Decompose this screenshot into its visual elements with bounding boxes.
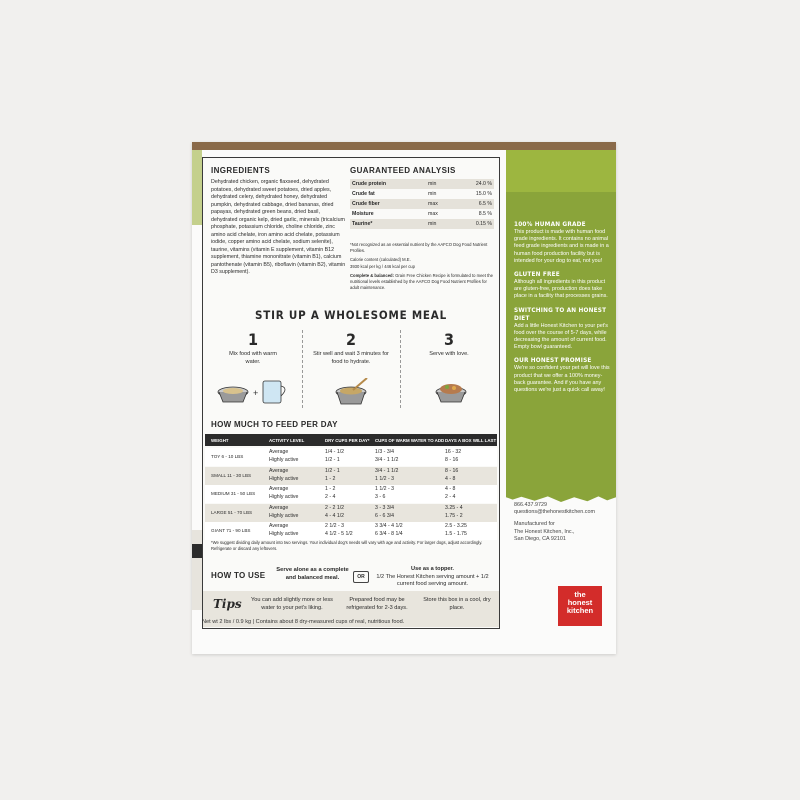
tip-item: Store this box in a cool, dry place. [423,597,491,611]
water-cell: 3/4 - 1 1/2 [375,467,399,474]
levels-cell: Highly active [269,475,299,482]
bowl-water-illustration [215,378,295,408]
brand-logo [558,586,602,626]
feature-title: GLUTEN FREE [514,270,560,279]
green-accent-left [192,150,202,225]
feature-title: OUR HONEST PROMISE [514,356,592,365]
levels-cell: Highly active [269,512,299,519]
step-2 [303,330,399,366]
city: San Diego, CA 92101 [514,535,566,542]
ingredients-text: Dehydrated chicken, organic flaxseed, dehydrated potatoes, dehydrated sweet potatoes, dried apples, dehydrated celery, dehydrated honey, dehydrated pumpkin, dehydrated cabbage, dried bananas, dried papayas, dehydrated green beans, dried basil, dehydrated organic kelp, dried garlic, minerals (tricalcium phosphate, potassium chloride, choline chloride, zinc amino acid chelate, iron amino acid chelate, potassium iodide, copper amino acid chelate, sodium selenite), taurine, vitamins (vitamin E supplement, vitamin B12 supplement, thiamine mononitrate (vitamin B1), calcium pantothenate (vitamin B5), riboflavin (vitamin B2), vitamin D3 supplement). [211,179,346,275]
days-cell: 4 - 8 [445,475,456,482]
water-cell: 6 3/4 - 8 1/4 [375,531,403,537]
days-cell: 2 - 4 [445,494,456,500]
cups-cell: 2 - 4 [325,494,336,500]
ingredients-title: INGREDIENTS [211,166,271,175]
table-row: Taurine* min 0.15 % [352,221,492,227]
feed-row [205,522,497,540]
water-cell: 3 - 6 [375,494,386,500]
phone: 866.437.9729 [514,502,547,508]
step-text: Stir well and wait 3 minutes for food to hydrate. [313,351,389,365]
feed-row [205,467,497,485]
water-cell: 3/4 - 1 1/2 [375,457,399,463]
water-cell: 6 - 6 3/4 [375,512,395,519]
logo-text: the [574,590,586,599]
feature-human-grade [514,220,612,265]
column-header: WEIGHT [211,438,229,443]
net-weight: Net wt 2 lbs / 0.9 kg | Contains about 8 dry-measured cups of real, nutritious food. [202,619,405,625]
tips-title: Tips [213,597,242,611]
stir-title: STIR UP A WHOLESOME MEAL [254,308,448,322]
feature-panel [506,192,616,496]
how-to-use-option-b [370,566,495,589]
days-cell: 3.25 - 4 [445,504,463,511]
feed-title: HOW MUCH TO FEED PER DAY [211,420,338,429]
analysis-table [350,179,494,229]
analysis-note: Calorie content (calculated) M.E. [350,257,411,263]
feed-row [205,485,497,503]
table-row: Crude protein min 24.0 % [352,181,492,187]
tip-item: Prepared food may be refrigerated for 2-3 days. [346,597,408,611]
feature-text: This product is made with human food grade ingredients. It contains no animal feed grade ingredients and is made in a human food production facility but is intended for your dog to eat, not you! [514,229,609,264]
analysis-note: *Not recognized as an essential nutrient by the AAFCO Dog Food Nutrient Profiles. [350,242,488,254]
bowl-food-illustration [433,378,473,408]
step-text: Mix food with warm water. [229,351,277,365]
analysis-title: GUARANTEED ANALYSIS [350,166,456,175]
bowl-stir-illustration [333,378,373,410]
manufacturer-block [514,521,595,543]
water-cell: 3 3/4 - 4 1/2 [375,523,403,529]
step-1 [205,330,301,366]
contact-info [514,502,595,548]
cups-cell: 4 - 4 1/2 [325,512,345,519]
step-number: 2 [345,330,356,349]
contact-block [514,502,595,516]
levels-cell: Average [269,504,289,511]
column-header: DRY CUPS PER DAY* [325,438,370,443]
column-header: DAYS A BOX WILL LAST [445,438,497,443]
logo-text: kitchen [566,606,594,615]
email: questions@thehonestkitchen.com [514,509,595,516]
days-cell: 16 - 32 [445,449,462,455]
weight-cell: SMALL 11 - 30 LBS [211,472,252,478]
info-panel [202,157,500,629]
levels-cell: Average [269,523,289,529]
days-cell: 1.5 - 1.75 [445,531,467,537]
levels-cell: Highly active [269,494,299,500]
cups-cell: 2 1/2 - 3 [325,523,345,529]
feature-title: 100% HUMAN GRADE [514,220,586,228]
feature-text: Although all ingredients in this product are gluten-free, production does take place in a facility that processes grains. [514,279,608,300]
tip-item: You can add slightly more or less water to your pet's liking. [251,597,333,611]
feature-text: Add a little Honest Kitchen to your pet's food over the course of 5-7 days, while decreasing the amount of current food. Empty bowl guaranteed. [514,322,608,351]
cups-cell: 1/2 - 1 [325,457,340,463]
levels-cell: Average [269,486,289,492]
step-number: 3 [443,330,454,349]
cups-cell: 1/2 - 1 [325,467,340,474]
weight-cell: GIANT 71 - 90 LBS [211,528,251,533]
dark-stripe-left [192,532,202,612]
days-cell: 8 - 16 [445,457,459,463]
weight-cell: TOY 6 - 10 LBS [211,454,244,459]
feature-gluten-free [514,270,612,301]
table-row: Moisture max 8.5 % [352,211,492,217]
analysis-notes [350,242,495,294]
water-cell: 1 1/2 - 3 [375,486,395,492]
step-number: 1 [247,330,258,349]
topper-title: Use as a topper. [411,566,454,572]
step-text: Serve with love. [429,351,469,357]
step-3 [401,330,497,359]
levels-cell: Average [269,449,289,455]
cups-cell: 4 1/2 - 5 1/2 [325,531,353,537]
days-cell: 2.5 - 3.25 [445,523,467,529]
feed-table-header [205,434,497,446]
cups-cell: 1 - 2 [325,475,336,482]
weight-cell: MEDIUM 31 - 50 LBS [211,491,256,496]
weight-cell: LARGE 51 - 70 LBS [211,509,253,515]
levels-cell: Highly active [269,457,299,463]
company: The Honest Kitchen, Inc., [514,528,575,535]
feature-promise [514,356,612,394]
feed-note: *We suggest dividing daily amount into two servings. Your individual dog's needs will vary with age and activity. For larger dogs, adjust accordingly. Refrigerate or discard any leftovers. [211,540,483,551]
levels-cell: Highly active [269,531,299,537]
topper-text: 1/2 The Honest Kitchen serving amount + 1/2 current food serving amount. [376,573,489,587]
column-header: ACTIVITY LEVEL [269,438,305,443]
svg-text:+: + [253,388,259,398]
green-accent-top [506,150,616,192]
water-cell: 1/3 - 3/4 [375,449,395,455]
manufactured-label: Manufactured for [514,521,555,528]
days-cell: 8 - 16 [445,467,459,474]
water-cell: 3 - 3 3/4 [375,504,395,511]
or-badge: OR [353,571,369,583]
table-row: Crude fiber max 6.5 % [352,201,492,207]
days-cell: 1.75 - 2 [445,512,463,519]
feed-row [205,448,497,466]
cups-cell: 1/4 - 1/2 [325,449,345,455]
feature-switching [514,306,612,352]
analysis-note: 3930 kcal per kg / 446 kcal per cup [350,263,415,269]
package-top-edge [192,142,616,150]
analysis-note: Complete & balanced: Grain Free Chicken Recipe is formulated to meet the nutritional levels established by the AAFCO Dog Food Nutrient Profiles for adult maintenance. [350,272,493,291]
table-row: Crude fat min 15.0 % [352,191,492,197]
cups-cell: 1 - 2 [325,486,336,492]
cups-cell: 2 - 2 1/2 [325,504,345,511]
how-to-use-title: HOW TO USE [211,571,266,580]
how-to-use-option-a: Serve alone as a complete and balanced meal. [276,567,349,581]
feature-title: SWITCHING TO AN HONEST DIET [514,305,607,322]
logo-text: honest [567,598,593,607]
water-cell: 1 1/2 - 3 [375,475,395,482]
levels-cell: Average [269,467,289,474]
feed-row [205,504,497,522]
feature-text: We're so confident your pet will love this product that we offer a 100% money-back guarantee. And if you have any questions we're just a quick call away! [514,365,610,394]
column-header: CUPS OF WARM WATER TO ADD [375,438,445,443]
days-cell: 4 - 8 [445,486,456,492]
